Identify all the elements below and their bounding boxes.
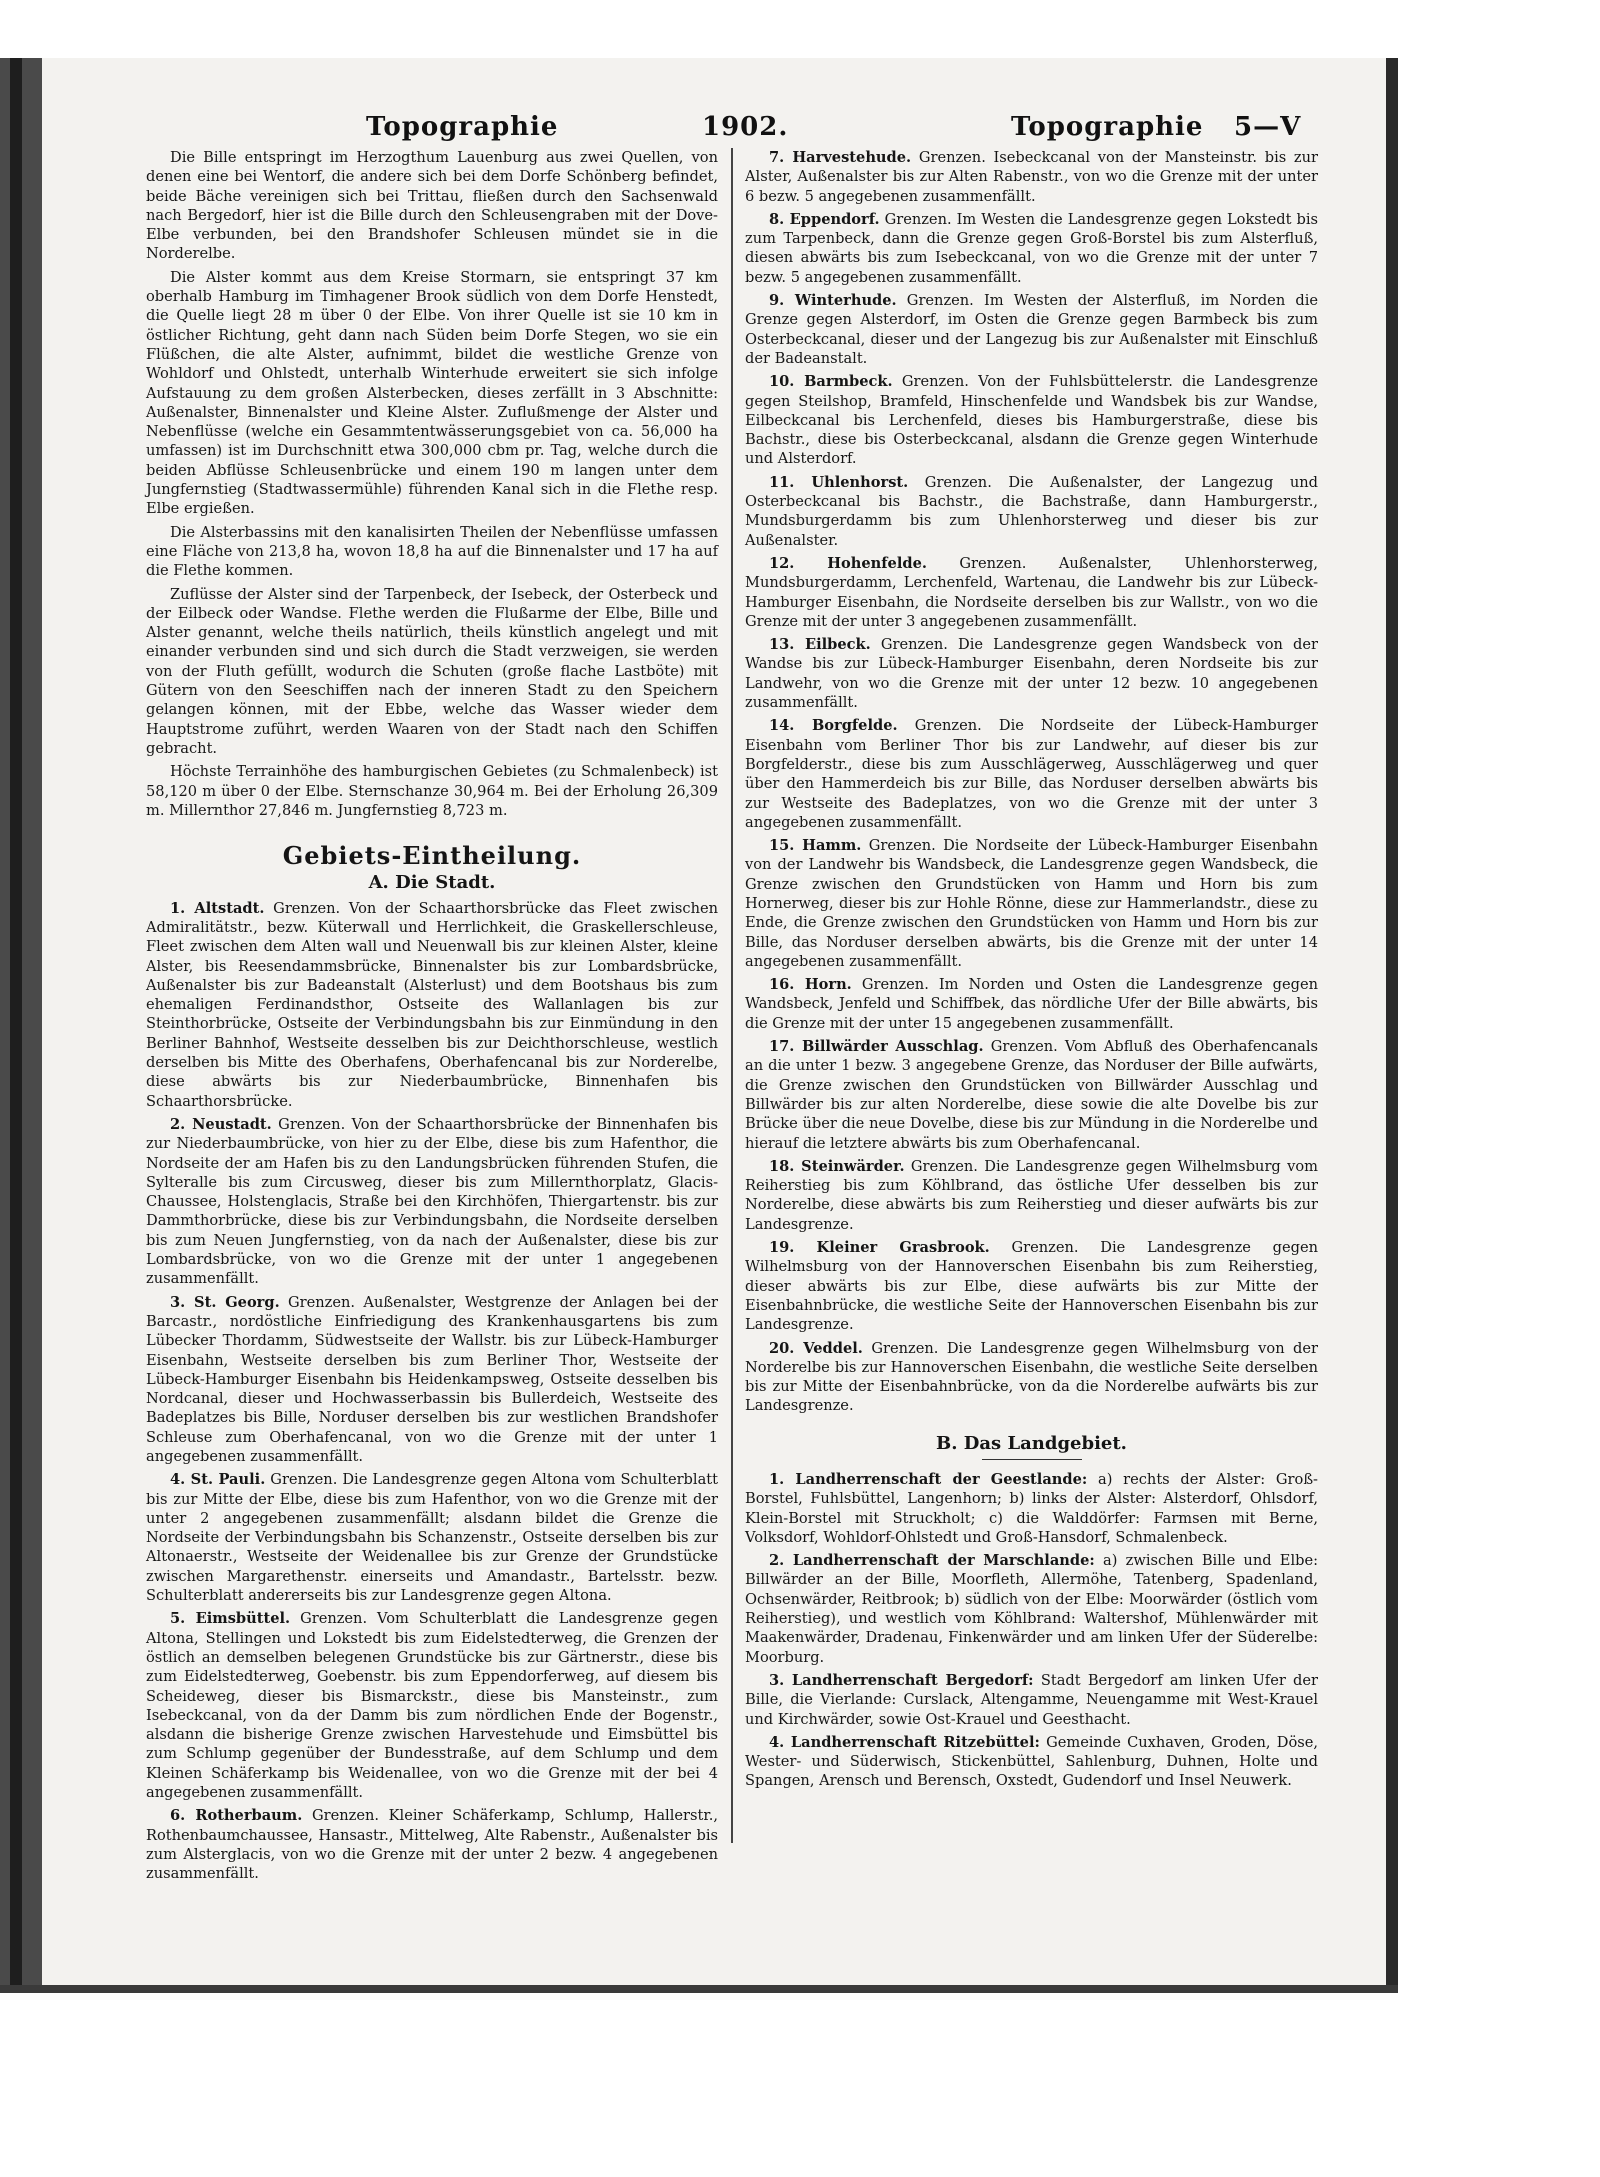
district-entry: [745, 1157, 1318, 1234]
landgebiet-entry: [745, 1671, 1318, 1729]
district-entry: [745, 372, 1318, 468]
landgebiet-text: a) rechts der Alster: Groß-Borstel, Fuhlsbüttel, Langenhorn; b) links der Alster: Alsterdorf, Ohlsdorf, Klein-Borstel mit Struckholt; c) die Walddörfer: Farmsen mit Berne, Volksdorf, Wohldorf-Ohlstedt und Groß-Hansdorf, Schmalenbeck.: [745, 1471, 1318, 1546]
landgebiet-name: 3. Landherrenschaft Bergedorf:: [769, 1671, 1034, 1689]
district-name: 2. Neustadt.: [170, 1115, 272, 1133]
district-text: Grenzen. Die Nordseite der Lübeck-Hamburger Eisenbahn von der Landwehr bis Wandsbeck, die Landesgrenze gegen Wandsbeck, die Grenze zwischen den Grundstücken von Hamm und Horn bis zum Hornerweg, dieser bis zur Hohle Rönne, diese zur Hammerlandstr., diese zu Ende, die Grenze zwischen den Grundstücken von Hamm und Horn bis zur Bille, das Norduser derselben abwärts, bis die Grenze mit der unter 14 angegebenen zusammenfällt.: [745, 837, 1318, 970]
district-name: 7. Harvestehude.: [769, 149, 912, 166]
district-text: Grenzen. Vom Abfluß des Oberhafencanals an die unter 1 bezw. 3 angegebene Grenze, das Norduser der Bille aufwärts, die Grenze zwischen den Grundstücken von Billwärder Ausschlag und Billwärder bis zur alten Norderelbe, diese sowie die alte Dovelbe bis zur Brücke über die neue Dovelbe, diese bis zur Mündung in die Norderelbe und hierauf die letztere abwärts bis zum Oberhafencanal.: [745, 1038, 1318, 1152]
right-column: [745, 148, 1318, 1795]
landgebiet-text: a) zwischen Bille und Elbe: Billwärder an der Bille, Moorfleth, Allermöhe, Tatenberg, Spadenland, Ochsenwärder, Reitbrook; b) südlich von der Elbe: Moorwärder (östlich vom Reiherstieg), und westlich vom Köhlbrand: Waltershof, Mühlenwärder mit Maakenwärder, Dradenau, Finkenwärder und am linken Ufer der Süderelbe: Moorburg.: [745, 1552, 1319, 1666]
subsection-title-landgebiet: B. Das Landgebiet.: [936, 1432, 1127, 1454]
district-name: 15. Hamm.: [769, 837, 862, 855]
district-text: Grenzen. Die Landesgrenze gegen Wilhelmsburg von der Hannoverschen Eisenbahn bis zum Reiherstieg, dieser abwärts bis zur Elbe, diese aufwärts bis zur Mitte der Eisenbahnbrücke, die westliche Seite der Hannoverschen Eisenbahn bis zur Landesgrenze.: [745, 1239, 1318, 1334]
district-text: Grenzen. Isebeckcanal von der Mansteinstr. bis zur Alster, Außenalster bis zur Alten Rabenstr., von wo die Grenze mit der unter 6 bezw. 5 angegebenen zusammenfällt.: [745, 149, 1318, 205]
district-entry: [745, 291, 1318, 368]
district-text: Grenzen. Im Westen die Landesgrenze gegen Lokstedt bis zum Tarpenbeck, dann die Grenze gegen Groß-Borstel bis zum Alsterfluß, diesen abwärts bis zum Isebeckcanal, von wo die Grenze mit der unter 7 bezw. 5 angegebenen zusammenfällt.: [745, 210, 1318, 286]
district-entry: [146, 899, 718, 1111]
district-text: Grenzen. Im Westen der Alsterfluß, im Norden die Grenze gegen Alsterdorf, im Osten die Grenze gegen Barmbeck bis zum Osterbeckcanal, dieser und der Langezug bis zur Außenalster mit Einschluß der Badeanstalt.: [745, 292, 1319, 367]
district-name: 14. Borgfelde.: [769, 717, 898, 735]
district-entry: [745, 1238, 1318, 1334]
district-entry: [745, 1339, 1318, 1416]
scan-left-edge: [10, 58, 22, 1988]
intro-paragraph: Höchste Terrainhöhe des hamburgischen Gebietes (zu Schmalenbeck) ist 58,120 m über 0 der Elbe. Sternschanze 30,964 m. Bei der Erholung 26,309 m. Millernthor 27,846 m. Jungfernstieg 8,723 m.: [146, 763, 718, 819]
landgebiet-entry: [745, 1470, 1318, 1547]
district-name: 18. Steinwärder.: [769, 1157, 905, 1175]
district-text: Grenzen. Die Landesgrenze gegen Wilhelmsburg von der Norderelbe bis zur Hannoverschen Eisenbahn, die westliche Seite derselben bis zur Mitte der Eisenbahnbrücke, von da die Norderelbe aufwärts bis zur Landesgrenze.: [745, 1339, 1319, 1415]
running-head-year: 1902.: [702, 112, 789, 142]
district-name: 16. Horn.: [769, 976, 852, 994]
district-entry: [745, 210, 1318, 287]
district-text: Grenzen. Die Außenalster, der Langezug und Osterbeckcanal bis Bachstr., die Bachstraße, dann Hamburgerstr., Mundsburgerdamm bis zum Uhlenhorsterweg und dieser bis zur Außenalster.: [745, 473, 1318, 549]
intro-paragraph: Die Bille entspringt im Herzogthum Lauenburg aus zwei Quellen, von denen eine bei Wentorf, die andere sich bei dem Dorfe Schönberg befindet, beide Bäche vereinigen sich bei Trittau, fließen durch den Sachsenwald nach Bergedorf, hier ist die Bille durch den Schleusengraben mit der Dove-Elbe verbunden, bei den Brandshofer Schleusen mündet sie in die Norderelbe.: [146, 149, 718, 263]
left-column: [146, 148, 718, 1888]
district-entry: [745, 836, 1318, 971]
page-number: 5—V: [1234, 112, 1302, 142]
intro-paragraph: Die Alster kommt aus dem Kreise Stormarn, sie entspringt 37 km oberhalb Hamburg im Timhagener Brook südlich von dem Dorfe Henstedt, die Quelle liegt 28 m über 0 der Elbe. Von ihrer Quelle ist sie 10 km in östlicher Richtung, geht dann nach Süden beim Dorfe Stegen, wo sie ein Flüßchen, die alte Alster, aufnimmt, bildet die westliche Grenze von Wohldorf und Ohlstedt, unterhalb Winterhude erweitert sie sich infolge Aufstauung zu dem großen Alsterbecken, dieses zerfällt in 3 Abschnitte: Außenalster, Binnenalster und Kleine Alster. Zuflußmenge der Alster und Nebenflüsse (welche ein Gesammtentwässerungsgebiet von ca. 56,000 ha umfassen) ist im Durchschnitt etwa 300,000 cbm pr. Tag, welche durch die beiden Abflüsse Schleusenbrücke und einem 190 m langen unter dem Jungfernstieg (Stadtwassermühle) führenden Kanal sich in die Flethe resp. Elbe ergießen.: [146, 268, 718, 518]
district-name: 6. Rotherbaum.: [170, 1807, 303, 1825]
district-text: Grenzen. Von der Schaarthorsbrücke das Fleet zwischen Admiralitätstr., bezw. Küterwall und Herrlichkeit, die Graskellerschleuse, Fleet zwischen dem Alten wall und Neuenwall bis zur kleinen Alster, kleine Alster, bis Reesendammsbrücke, Binnenalster bis zur Lombardsbrücke, Außenalster bis zur Badeanstalt (Alsterlust) und dem Bootshaus bis zum ehemaligen Ferdinandsthor, Ostseite des Wallanlagen bis zur Steinthorbrücke, Ostseite der Verbindungsbahn bis zur Einmündung in den Berliner Bahnhof, Westseite desselben bis zur Deichthorschleuse, westlich derselben bis Mitte des Oberhafens, Oberhafencanal bis zur Norderelbe, diese abwärts bis zur Niederbaumbrücke, Binnenhafen bis Schaarthorsbrücke.: [146, 899, 719, 1110]
district-entry: [146, 1293, 718, 1467]
intro-paragraph: Zuflüsse der Alster sind der Tarpenbeck, der Isebeck, der Osterbeck und der Eilbeck oder Wandse. Flethe werden die Flußarme der Elbe, Bille und Alster genannt, welche theils natürlich, theils künstlich angelegt und mit einander verbunden sind und sich durch die Stadt verzweigen, sie werden von der Fluth gefüllt, wodurch die Schuten (große flache Lastböte) mit Gütern von den Seeschiffen nach der inneren Stadt zu den Speichern gelangen können, mit der Ebbe, welche das Wasser wieder dem Hauptstrome zuführt, werden Waaren von der Stadt nach den Schiffen gebracht.: [146, 585, 718, 757]
district-entry: [146, 1609, 718, 1802]
district-entry: [745, 975, 1318, 1033]
landgebiet-text: Gemeinde Cuxhaven, Groden, Döse, Wester- und Süderwisch, Stickenbüttel, Sahlenburg, Duhnen, Holte und Spangen, Arensch und Berensch, Oxstedt, Gudendorf und Insel Neuwerk.: [745, 1733, 1319, 1790]
district-name: 13. Eilbeck.: [769, 636, 871, 654]
district-name: 11. Uhlenhorst.: [769, 473, 909, 491]
landgebiet-text: Stadt Bergedorf am linken Ufer der Bille, die Vierlande: Curslack, Altengamme, Neuengamme mit West-Krauel und Kirchwärder, sowie Ost-Krauel und Geesthacht.: [745, 1671, 1319, 1728]
district-entry: [745, 716, 1318, 832]
district-entry: [146, 1470, 718, 1605]
running-head-right: Topographie: [1011, 112, 1204, 142]
district-entry: [146, 1115, 718, 1289]
district-text: Grenzen. Die Landesgrenze gegen Wilhelmsburg vom Reiherstieg bis zum Köhlbrand, das östliche Ufer desselben bis zur Norderelbe, diese abwärts bis zum Reiherstieg und dieser aufwärts bis zur Landesgrenze.: [745, 1157, 1318, 1233]
running-head-left: Topographie: [366, 112, 559, 142]
district-entry: [745, 554, 1318, 631]
district-name: 20. Veddel.: [769, 1339, 863, 1357]
district-entry: [146, 1806, 718, 1883]
district-text: Grenzen. Die Landesgrenze gegen Wandsbeck von der Wandse bis zur Lübeck-Hamburger Eisenbahn, deren Nordseite bis zur Landwehr, von wo die Grenze mit der unter 12 bezw. 10 angegebenen zusammenfällt.: [745, 636, 1319, 712]
scan-right-edge: [1386, 58, 1398, 1993]
district-text: Grenzen. Die Landesgrenze gegen Altona vom Schulterblatt bis zur Mitte der Elbe, diese bis zum Hafenthor, von wo die Grenze mit der unter 2 angegebenen zusammenfällt; alsdann bildet die Grenze die Nordseite der Verbindungsbahn bis Schanzenstr., Ostseite derselben bis zur Altonaerstr., Westseite der Weidenallee bis zur Grenze der Grundstücke zwischen Margarethenstr. einerseits und Amandastr., Bartelsstr. bezw. Schulterblatt andererseits bis zur Landesgrenze gegen Altona.: [146, 1471, 718, 1605]
district-text: Grenzen. Kleiner Schäferkamp, Schlump, Hallerstr., Rothenbaumchaussee, Hansastr., Mittelweg, Alte Rabenstr., Außenalster bis zum Alsterglacis, von wo die Grenze mit der unter 2 bezw. 4 angegebenen zusammenfällt.: [146, 1807, 718, 1883]
district-entry: [745, 1037, 1318, 1153]
landgebiet-name: 1. Landherrenschaft der Geestlande:: [769, 1471, 1088, 1488]
district-text: Grenzen. Vom Schulterblatt die Landesgrenze gegen Altona, Stellingen und Lokstedt bis zum Eidelstedterweg, die Grenzen der östlich an demselben belegenen Grundstücke bis zur Gärtnerstr., diese bis zum Eidelstedterweg, Goebenstr. bis zum Eppendorferweg, auf diesem bis Scheideweg, dieser bis Bismarckstr., diese bis Mansteinstr., zum Isebeckcanal, von da der Damm bis zum nördlichen Ende der Bogenstr., alsdann die bisherige Grenze zwischen Harvestehude und Eimsbüttel bis zum Schlump gegenüber der Bundesstraße, auf dem Schlump und dem Kleinen Schäferkamp bis Weidenallee, von wo die Grenze mit der bei 4 angegebenen zusammenfällt.: [146, 1610, 719, 1802]
district-name: 3. St. Georg.: [170, 1293, 280, 1311]
district-name: 4. St. Pauli.: [170, 1471, 266, 1489]
district-name: 19. Kleiner Grasbrook.: [769, 1239, 990, 1257]
district-name: 12. Hohenfelde.: [769, 554, 927, 572]
district-entry: [745, 635, 1318, 712]
district-text: Grenzen. Außenalster, Westgrenze der Anlagen bei der Barcastr., nordöstliche Einfriedigung des Krankenhausgartens bis zum Lübecker Thordamm, Südwestseite der Wallstr. bis zur Lübeck-Hamburger Eisenbahn, Westseite derselben bis zum Berliner Thor, Westseite der Lübeck-Hamburger Eisenbahn bis Heidenkampsweg, Ostseite desselben bis Nordcanal, dieser und Hochwasserbassin bis Bullerdeich, Westseite des Badeplatzes bis Bille, Norduser derselben bis zur westlichen Brandshofer Schleuse zum Oberhafencanal, von wo die Grenze mit der unter 1 angegebenen zusammenfällt.: [146, 1293, 718, 1465]
scan-bottom-edge: [0, 1985, 1398, 1993]
district-entry: [745, 148, 1318, 206]
landgebiet-entry: [745, 1551, 1318, 1667]
district-name: 17. Billwärder Ausschlag.: [769, 1038, 984, 1056]
column-rule: [731, 148, 733, 1843]
section-title: Gebiets-Eintheilung.: [282, 841, 582, 871]
landgebiet-name: 4. Landherrenschaft Ritzebüttel:: [769, 1733, 1040, 1751]
district-name: 9. Winterhude.: [769, 292, 897, 310]
district-text: Grenzen. Außenalster, Uhlenhorsterweg, Mundsburgerdamm, Lerchenfeld, Wartenau, die Landwehr bis zur Lübeck-Hamburger Eisenbahn, die Nordseite derselben bis zur Wallstr., von wo die Grenze mit der unter 3 angegebenen zusammenfällt.: [745, 554, 1318, 630]
district-name: 1. Altstadt.: [170, 899, 265, 917]
landgebiet-name: 2. Landherrenschaft der Marschlande:: [769, 1552, 1095, 1570]
district-text: Grenzen. Die Nordseite der Lübeck-Hamburger Eisenbahn vom Berliner Thor bis zur Landwehr, auf dieser bis zur Borgfelderstr., diese bis zum Ausschlägerweg, Ausschlägerweg und quer über den Hammerdeich bis zur Bille, das Norduser derselben abwärts bis zur Westseite des Badeplatzes, von wo die Grenze mit der unter 3 angegebenen zusammenfällt.: [745, 717, 1319, 831]
district-entry: [745, 473, 1318, 550]
district-text: Grenzen. Von der Schaarthorsbrücke der Binnenhafen bis zur Niederbaumbrücke, von hier zu der Elbe, diese bis zum Hafenthor, die Nordseite der am Hafen bis zu den Landungsbrücken führenden Stufen, die Sylteralle bis zum Circusweg, dieser bis zum Millernthorplatz, Glacis-Chaussee, Holstenglacis, Straße bei den Kirchhöfen, Thiergartenstr. bis zur Dammthorbrücke, diese bis zur Verbindungsbahn, die Nordseite derselben bis zum Neuen Jungfernstieg, von da nach der Außenalster, diese bis zur Lombardsbrücke, von wo die Grenze mit der unter 1 angegebenen zusammenfällt.: [146, 1115, 718, 1288]
landgebiet-entry: [745, 1733, 1318, 1791]
district-name: 5. Eimsbüttel.: [170, 1610, 291, 1628]
district-name: 10. Barmbeck.: [769, 373, 893, 391]
district-text: Grenzen. Im Norden und Osten die Landesgrenze gegen Wandsbeck, Jenfeld und Schiffbek, das nördliche Ufer der Bille abwärts, bis die Grenze mit der unter 15 angegebenen zusammenfällt.: [745, 976, 1319, 1032]
intro-paragraph: Die Alsterbassins mit den kanalisirten Theilen der Nebenflüsse umfassen eine Fläche von 213,8 ha, wovon 18,8 ha auf die Binnenalster und 17 ha auf die Flethe kommen.: [146, 523, 718, 580]
subsection-title-stadt: A. Die Stadt.: [368, 872, 496, 894]
district-text: Grenzen. Von der Fuhlsbüttelerstr. die Landesgrenze gegen Steilshop, Bramfeld, Hinschenfelde und Wandsbek bis zur Wandse, Eilbeckcanal bis Lerchenfeld, dieses bis Hamburgerstraße, diese bis Bachstr., diese bis Osterbeckcanal, alsdann die Grenze gegen Winterhude und Alsterdorf.: [745, 373, 1319, 468]
subsection-underline: [982, 1459, 1082, 1460]
district-name: 8. Eppendorf.: [769, 210, 880, 228]
